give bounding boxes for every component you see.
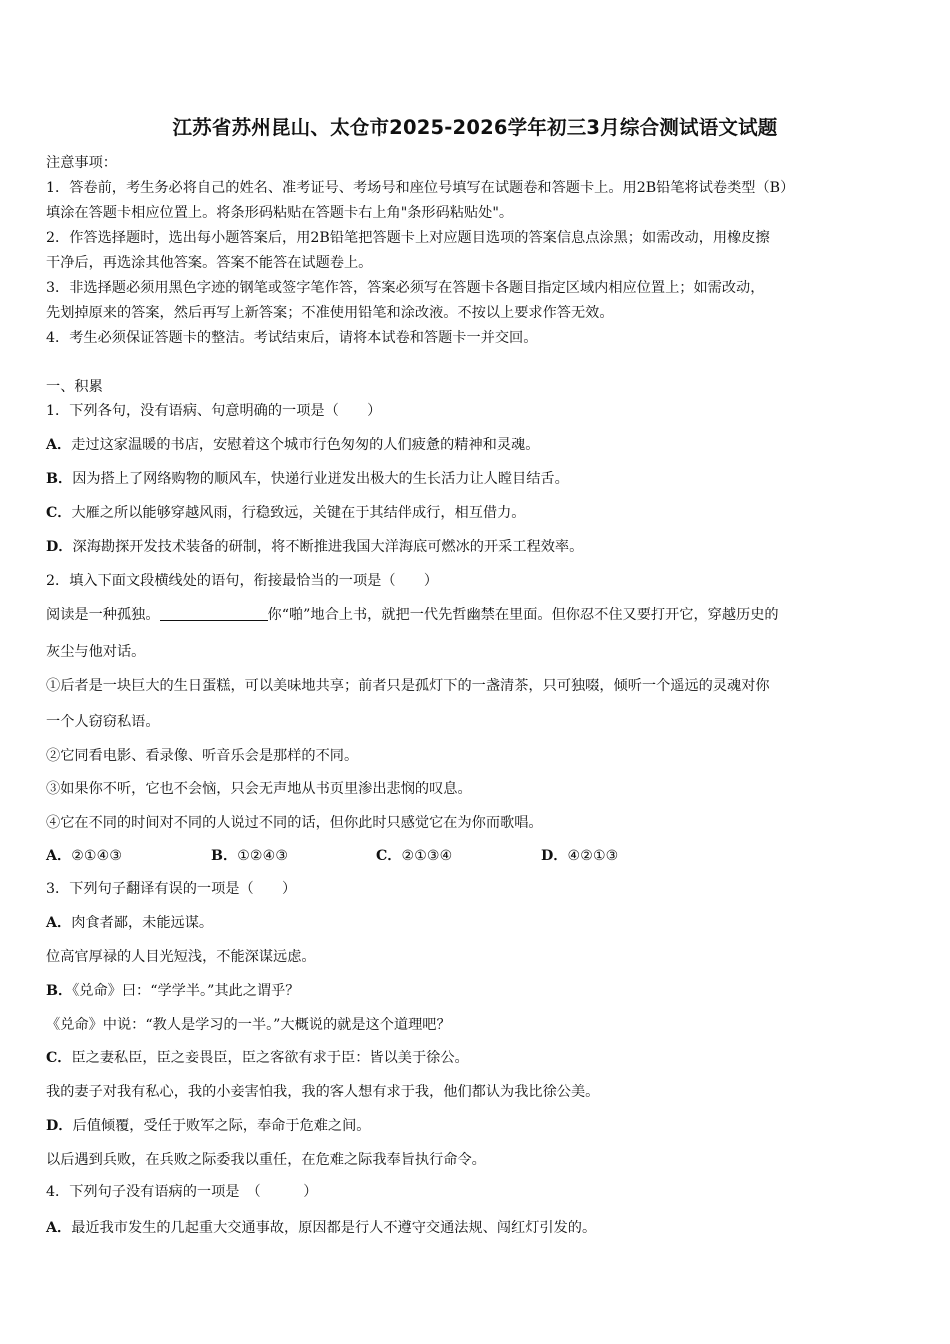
notice-line: 2．作答选择题时，选出每小题答案后，用2B铅笔把答题卡上对应题目选项的答案信息点涂黑；如需改动，用橡皮擦 [46, 230, 770, 246]
option-label: A． [46, 1220, 72, 1236]
option-original: 后值倾覆，受任于败军之际，奉命于危难之间。 [72, 1118, 371, 1134]
option-original: 《兑命》曰：“学学半。”其此之谓乎？ [72, 983, 300, 999]
notice-line: 先划掉原来的答案，然后再写上新答案；不准使用铅笔和涂改液。不按以上要求作答无效。 [46, 305, 614, 321]
question-2-options [46, 846, 706, 866]
option-original: 肉食者鄙，未能远谋。 [71, 915, 214, 931]
option-text: 走过这家温暖的书店，安慰着这个城市行色匆匆的人们疲惫的精神和灵魂。 [71, 437, 540, 453]
option-label: A． [46, 437, 72, 453]
question-3-option-c[interactable] [46, 1048, 469, 1068]
option-text: 因为搭上了网络购物的顺风车，快递行业迸发出极大的生长活力让人瞠目结舌。 [72, 471, 569, 487]
question-3-translation-d: 以后遇到兵败，在兵败之际委我以重任，在危难之际我奉旨执行命令。 [46, 1152, 486, 1168]
option-label: B． [211, 848, 238, 864]
question-1-option-d[interactable] [46, 537, 583, 557]
question-2-passage-cont: 灰尘与他对话。 [46, 644, 146, 660]
option-text: 最近我市发生的几起重大交通事故，原因都是行人不遵守交通法规、闯红灯引发的。 [71, 1220, 597, 1236]
question-1-option-b[interactable] [46, 469, 569, 489]
passage-start: 阅读是一种孤独。 [46, 607, 160, 623]
question-1-option-c[interactable] [46, 503, 526, 523]
notice-heading: 注意事项： [46, 155, 117, 171]
question-3-option-d[interactable] [46, 1116, 370, 1136]
question-3-translation-b: 《兑命》中说：“教人是学习的一半。”大概说的就是这个道理吧？ [46, 1017, 451, 1033]
notice-line: 4．考生必须保证答题卡的整洁。考试结束后，请将本试卷和答题卡一并交回。 [46, 330, 538, 346]
option-text: 深海勘探开发技术装备的研制，将不断推进我国大洋海底可燃冰的开采工程效率。 [72, 539, 584, 555]
question-3-option-b[interactable] [46, 981, 300, 1001]
notice-line: 1．答卷前，考生务必将自己的姓名、准考证号、考场号和座位号填写在试题卷和答题卡上。用2B铅笔将试卷类型（B） [46, 180, 795, 196]
question-2-item: ②它同看电影、看录像、听音乐会是那样的不同。 [46, 748, 359, 764]
notice-line: 干净后，再选涂其他答案。答案不能答在试题卷上。 [46, 255, 373, 271]
option-label: A． [46, 848, 72, 864]
option-label: D． [46, 1118, 73, 1134]
question-3-translation-c: 我的妻子对我有私心，我的小妾害怕我，我的客人想有求于我，他们都认为我比徐公美。 [46, 1084, 600, 1100]
question-2-option-c[interactable] [376, 846, 541, 866]
option-label: C． [376, 848, 402, 864]
question-4-option-a[interactable] [46, 1218, 596, 1238]
question-2-item: ③如果你不听，它也不会恼，只会无声地从书页里渗出悲悯的叹息。 [46, 781, 472, 797]
question-1-stem: 1．下列各句，没有语病、句意明确的一项是（ ） [46, 403, 382, 419]
question-2-item: ①后者是一块巨大的生日蛋糕，可以美味地共享；前者只是孤灯下的一盏清茶，只可独啜，倾听一个遥远的灵魂对你 [46, 678, 770, 694]
page-title: 江苏省苏州昆山、太仓市2025-2026学年初三3月综合测试语文试题 [172, 116, 778, 139]
question-3-translation-a: 位高官厚禄的人目光短浅，不能深谋远虑。 [46, 949, 316, 965]
question-2-option-b[interactable] [211, 846, 376, 866]
option-label: B． [46, 983, 73, 999]
option-label: C． [46, 1050, 72, 1066]
option-text: ④②①③ [567, 848, 619, 864]
option-text: ②①④③ [71, 848, 123, 864]
question-2-stem: 2．填入下面文段横线处的语句，衔接最恰当的一项是（ ） [46, 573, 439, 589]
question-3-option-a[interactable] [46, 913, 213, 933]
question-3-stem: 3．下列句子翻译有误的一项是（ ） [46, 881, 297, 897]
question-2-option-a[interactable] [46, 846, 211, 866]
option-label: D． [541, 848, 568, 864]
option-label: A． [46, 915, 72, 931]
question-2-item: ④它在不同的时间对不同的人说过不同的话，但你此时只感觉它在为你而歌唱。 [46, 815, 543, 831]
option-original: 臣之妻私臣，臣之妾畏臣，臣之客欲有求于臣：皆以美于徐公。 [71, 1050, 469, 1066]
option-label: D． [46, 539, 73, 555]
option-label: C． [46, 505, 72, 521]
option-text: ①②④③ [237, 848, 289, 864]
section-heading: 一、积累 [46, 379, 103, 395]
question-4-stem: 4．下列句子没有语病的一项是 （ ） [46, 1184, 318, 1200]
notice-line: 3．非选择题必须用黑色字迹的钢笔或签字笔作答，答案必须写在答题卡各题目指定区域内相应位置上；如需改动， [46, 280, 765, 296]
question-2-option-d[interactable] [541, 846, 706, 866]
option-text: ②①③④ [401, 848, 453, 864]
passage-rest: 你“啪”地合上书，就把一代先哲幽禁在里面。但你忍不住又要打开它，穿越历史的 [267, 607, 779, 623]
notice-line: 填涂在答题卡相应位置上。将条形码粘贴在答题卡右上角"条形码粘贴处"。 [46, 205, 514, 221]
question-1-option-a[interactable] [46, 435, 539, 455]
question-2-item: 一个人窃窃私语。 [46, 714, 160, 730]
answer-blank [160, 606, 268, 621]
question-2-passage [46, 605, 779, 625]
option-text: 大雁之所以能够穿越风雨，行稳致远，关键在于其结伴成行，相互借力。 [71, 505, 526, 521]
option-label: B． [46, 471, 73, 487]
